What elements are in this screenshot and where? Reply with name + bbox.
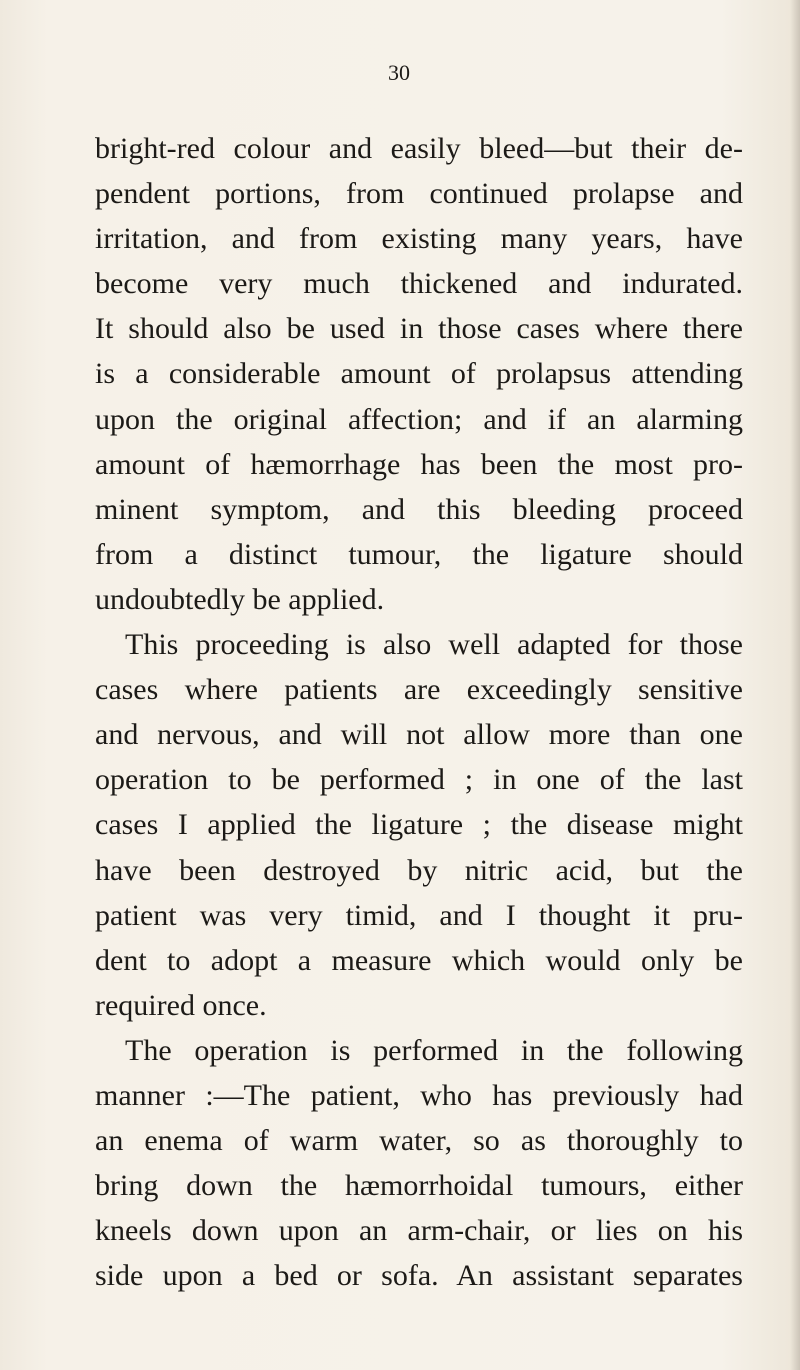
text-line: become very much thickened and indurated. <box>95 267 743 301</box>
text-line: undoubtedly be applied. <box>95 582 385 616</box>
page-number: 30 <box>388 60 410 85</box>
text-line: amount of hæmorrhage has been the most pro- <box>95 447 743 481</box>
text-line: cases where patients are exceedingly sensitive <box>95 673 743 707</box>
text-line: bring down the hæmorrhoidal tumours, either <box>95 1169 743 1203</box>
text-line: This proceeding is also well adapted for those <box>125 628 743 662</box>
text-line: side upon a bed or sofa. An assistant separates <box>95 1259 743 1293</box>
text-line: patient was very timid, and I thought it pru- <box>95 898 743 932</box>
text-line: cases I applied the ligature ; the disease might <box>95 808 743 842</box>
text-line: It should also be used in those cases where there <box>95 312 743 346</box>
text-line: pendent portions, from continued prolapse and <box>95 177 743 211</box>
text-line: have been destroyed by nitric acid, but the <box>95 853 743 887</box>
text-line: irritation, and from existing many years, have <box>95 222 743 256</box>
text-line: upon the original affection; and if an alarming <box>95 402 743 436</box>
text-line: from a distinct tumour, the ligature should <box>95 537 743 571</box>
text-line: is a considerable amount of prolapsus attending <box>95 357 743 391</box>
text-line: minent symptom, and this bleeding proceed <box>95 492 743 526</box>
text-line: kneels down upon an arm-chair, or lies on his <box>95 1214 743 1248</box>
text-line: and nervous, and will not allow more than one <box>95 718 743 752</box>
text-line: an enema of warm water, so as thoroughly to <box>95 1124 743 1158</box>
text-line: dent to adopt a measure which would only be <box>95 943 743 977</box>
page-edge-shadow <box>790 0 800 1370</box>
text-line: required once. <box>95 988 267 1022</box>
text-line: manner :—The patient, who has previously had <box>95 1078 743 1112</box>
text-line: operation to be performed ; in one of the last <box>95 763 743 797</box>
body-text <box>95 126 743 1298</box>
text-line: bright-red colour and easily bleed—but their de- <box>95 132 743 165</box>
text-line: The operation is performed in the following <box>125 1033 743 1067</box>
